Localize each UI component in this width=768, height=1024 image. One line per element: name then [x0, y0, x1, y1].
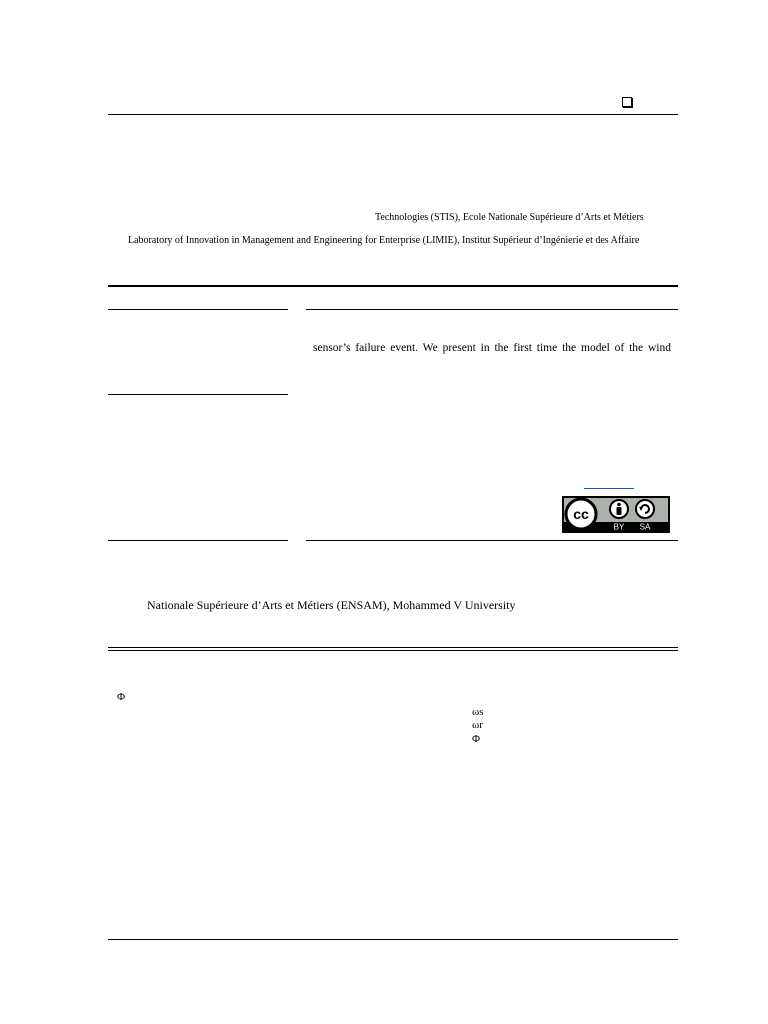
square-box-icon [622, 97, 632, 107]
article-info-bottom-rule [108, 540, 288, 541]
title-section-rule [108, 285, 678, 287]
cc-by-sa-icon[interactable] [562, 496, 670, 533]
phi-symbol-right: Φ [472, 733, 481, 745]
double-rule-top [108, 647, 678, 648]
affiliation-line-1: Technologies (STIS), Ecole Nationale Supérieure d’Arts et Métiers [375, 212, 644, 223]
article-info-mid-rule [108, 394, 288, 395]
article-info-top-rule [108, 309, 288, 310]
sa-label: SA [639, 522, 651, 532]
phi-symbol-left: Φ [117, 691, 126, 703]
affiliation-line-2: Laboratory of Innovation in Management and Engineering for Enterprise (LIMIE), Institut Supérieur d’Ingénierie et des Affaire [128, 235, 640, 246]
header-rule [108, 114, 678, 115]
by-label: BY [613, 522, 625, 532]
license-link[interactable] [584, 488, 634, 489]
double-rule-bottom [108, 650, 678, 651]
omega-r-symbol: ωr [472, 719, 483, 731]
abstract-text-line: sensor’s failure event. We present in the first time the model of the wind [313, 342, 671, 354]
abstract-bottom-rule [306, 540, 678, 541]
abstract-top-rule [306, 309, 678, 310]
corresponding-author-affiliation: Nationale Supérieure d’Arts et Métiers (ENSAM), Mohammed V University [147, 598, 516, 612]
footer-rule [108, 939, 678, 940]
omega-s-symbol: ωs [472, 706, 484, 718]
cc-label: cc [573, 506, 589, 522]
